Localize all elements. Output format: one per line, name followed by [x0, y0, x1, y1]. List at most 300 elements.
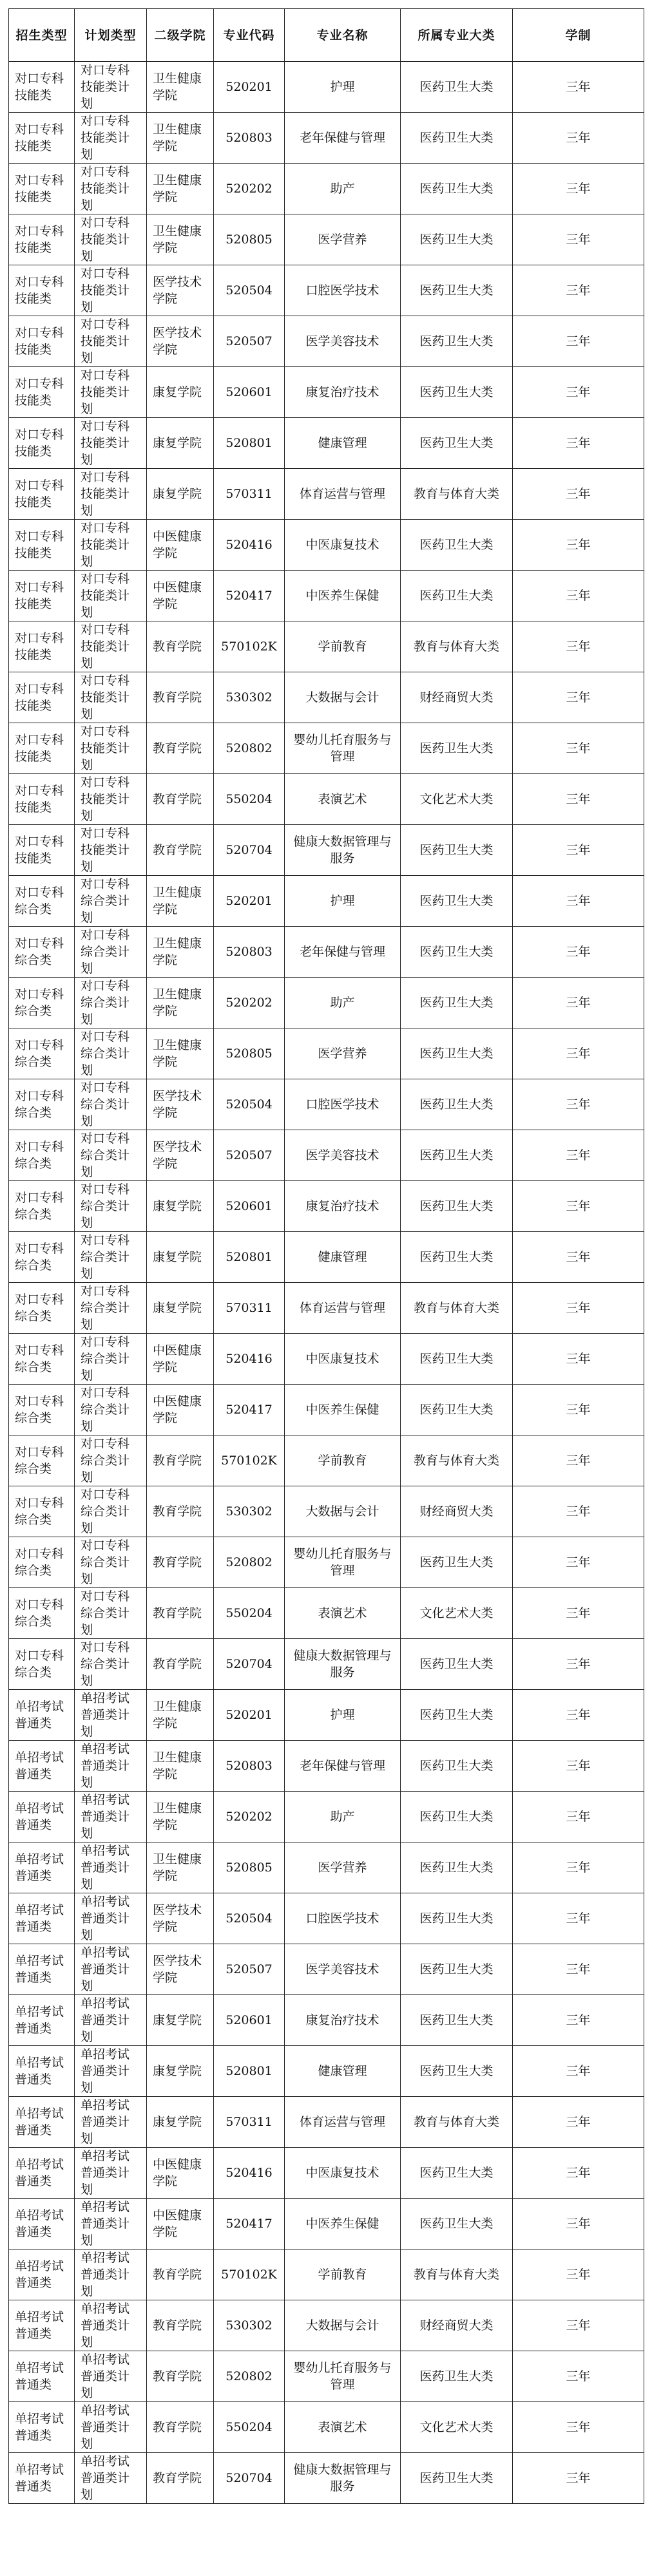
major-name-cell: 医学营养	[285, 214, 401, 265]
table-row	[9, 1792, 644, 1842]
table-row	[9, 2046, 644, 2097]
duration-cell: 三年	[513, 1130, 644, 1181]
major-category-cell: 财经商贸大类	[401, 672, 513, 723]
duration-cell: 三年	[513, 316, 644, 367]
duration-cell: 三年	[513, 1334, 644, 1385]
table-row	[9, 113, 644, 164]
major-category-cell: 医药卫生大类	[401, 723, 513, 774]
major-code-cell: 570102K	[214, 2249, 285, 2300]
major-name-cell: 医学营养	[285, 1028, 401, 1079]
duration-cell: 三年	[513, 2148, 644, 2199]
college-cell: 教育学院	[147, 1588, 214, 1639]
major-name-cell: 婴幼儿托育服务与管理	[285, 2351, 401, 2402]
college-cell: 卫生健康学院	[147, 1028, 214, 1079]
major-code-cell: 520417	[214, 571, 285, 621]
duration-cell: 三年	[513, 1588, 644, 1639]
major-name-cell: 体育运营与管理	[285, 469, 401, 520]
major-code-cell: 570311	[214, 469, 285, 520]
duration-cell: 三年	[513, 1639, 644, 1690]
duration-cell: 三年	[513, 113, 644, 164]
college-cell: 卫生健康学院	[147, 62, 214, 113]
major-code-cell: 520805	[214, 1842, 285, 1893]
admission-type-cell: 对口专科综合类	[9, 1435, 75, 1486]
plan-type-cell: 对口专科综合类计划	[75, 876, 147, 927]
duration-cell: 三年	[513, 520, 644, 571]
table-row	[9, 1741, 644, 1792]
major-code-cell: 520704	[214, 825, 285, 876]
admission-type-cell: 单招考试普通类	[9, 2453, 75, 2504]
college-cell: 卫生健康学院	[147, 876, 214, 927]
major-name-cell: 助产	[285, 1792, 401, 1842]
admission-type-cell: 对口专科综合类	[9, 1537, 75, 1588]
major-name-cell: 助产	[285, 978, 401, 1028]
plan-type-cell: 对口专科综合类计划	[75, 978, 147, 1028]
admission-type-cell: 单招考试普通类	[9, 1741, 75, 1792]
admission-type-cell: 单招考试普通类	[9, 2402, 75, 2453]
duration-cell: 三年	[513, 927, 644, 978]
plan-type-cell: 对口专科技能类计划	[75, 672, 147, 723]
admission-type-cell: 对口专科技能类	[9, 113, 75, 164]
major-name-cell: 老年保健与管理	[285, 927, 401, 978]
major-name-cell: 大数据与会计	[285, 2300, 401, 2351]
major-code-cell: 520801	[214, 418, 285, 469]
major-category-cell: 医药卫生大类	[401, 876, 513, 927]
admission-type-cell: 单招考试普通类	[9, 2046, 75, 2097]
table-body	[9, 62, 644, 2504]
table-row	[9, 571, 644, 621]
major-code-cell: 520202	[214, 1792, 285, 1842]
major-code-cell: 570102K	[214, 621, 285, 672]
major-category-cell: 医药卫生大类	[401, 367, 513, 418]
duration-cell: 三年	[513, 1283, 644, 1334]
major-name-cell: 助产	[285, 164, 401, 214]
major-name-cell: 健康管理	[285, 1232, 401, 1283]
duration-cell: 三年	[513, 2453, 644, 2504]
college-cell: 医学技术学院	[147, 265, 214, 316]
table-row	[9, 2453, 644, 2504]
major-code-cell: 520801	[214, 2046, 285, 2097]
table-row	[9, 2249, 644, 2300]
plan-type-cell: 对口专科技能类计划	[75, 164, 147, 214]
major-name-cell: 老年保健与管理	[285, 113, 401, 164]
table-row	[9, 1639, 644, 1690]
plan-type-cell: 单招考试普通类计划	[75, 1792, 147, 1842]
admission-type-cell: 对口专科技能类	[9, 469, 75, 520]
major-name-cell: 学前教育	[285, 621, 401, 672]
table-row	[9, 214, 644, 265]
major-name-cell: 学前教育	[285, 1435, 401, 1486]
major-name-cell: 医学营养	[285, 1842, 401, 1893]
table-row	[9, 1385, 644, 1435]
major-category-cell: 文化艺术大类	[401, 774, 513, 825]
table-row	[9, 469, 644, 520]
major-code-cell: 570102K	[214, 1435, 285, 1486]
plan-type-cell: 单招考试普通类计划	[75, 1690, 147, 1741]
plan-type-cell: 单招考试普通类计划	[75, 2351, 147, 2402]
duration-cell: 三年	[513, 2199, 644, 2249]
plan-type-cell: 单招考试普通类计划	[75, 2046, 147, 2097]
major-code-cell: 520704	[214, 1639, 285, 1690]
major-name-cell: 中医康复技术	[285, 520, 401, 571]
plan-type-cell: 对口专科技能类计划	[75, 825, 147, 876]
major-category-cell: 教育与体育大类	[401, 469, 513, 520]
plan-type-cell: 对口专科综合类计划	[75, 1639, 147, 1690]
major-code-cell: 520803	[214, 113, 285, 164]
duration-cell: 三年	[513, 2249, 644, 2300]
table-row	[9, 1486, 644, 1537]
duration-cell: 三年	[513, 2046, 644, 2097]
major-name-cell: 中医养生保健	[285, 2199, 401, 2249]
header-college: 二级学院	[147, 9, 214, 62]
major-category-cell: 医药卫生大类	[401, 1385, 513, 1435]
major-category-cell: 医药卫生大类	[401, 1741, 513, 1792]
table-row	[9, 2199, 644, 2249]
major-code-cell: 520201	[214, 1690, 285, 1741]
plan-type-cell: 单招考试普通类计划	[75, 1995, 147, 2046]
college-cell: 教育学院	[147, 2300, 214, 2351]
college-cell: 康复学院	[147, 418, 214, 469]
college-cell: 教育学院	[147, 2351, 214, 2402]
duration-cell: 三年	[513, 1486, 644, 1537]
major-code-cell: 570311	[214, 2097, 285, 2148]
table-row	[9, 2351, 644, 2402]
major-name-cell: 医学美容技术	[285, 316, 401, 367]
admission-type-cell: 对口专科综合类	[9, 1588, 75, 1639]
major-category-cell: 医药卫生大类	[401, 2046, 513, 2097]
plan-type-cell: 对口专科综合类计划	[75, 1385, 147, 1435]
major-category-cell: 医药卫生大类	[401, 1537, 513, 1588]
table-row	[9, 825, 644, 876]
major-name-cell: 健康管理	[285, 418, 401, 469]
admission-type-cell: 对口专科综合类	[9, 978, 75, 1028]
major-code-cell: 520201	[214, 62, 285, 113]
table-row	[9, 1690, 644, 1741]
major-code-cell: 520417	[214, 2199, 285, 2249]
duration-cell: 三年	[513, 1944, 644, 1995]
college-cell: 医学技术学院	[147, 1079, 214, 1130]
plan-type-cell: 对口专科技能类计划	[75, 774, 147, 825]
table-row	[9, 1537, 644, 1588]
major-category-cell: 教育与体育大类	[401, 621, 513, 672]
duration-cell: 三年	[513, 1893, 644, 1944]
major-code-cell: 520601	[214, 1181, 285, 1232]
duration-cell: 三年	[513, 1079, 644, 1130]
college-cell: 中医健康学院	[147, 520, 214, 571]
major-name-cell: 大数据与会计	[285, 1486, 401, 1537]
major-category-cell: 医药卫生大类	[401, 520, 513, 571]
college-cell: 医学技术学院	[147, 316, 214, 367]
major-code-cell: 520416	[214, 2148, 285, 2199]
college-cell: 教育学院	[147, 723, 214, 774]
plan-type-cell: 对口专科技能类计划	[75, 316, 147, 367]
major-category-cell: 医药卫生大类	[401, 2453, 513, 2504]
major-category-cell: 财经商贸大类	[401, 1486, 513, 1537]
duration-cell: 三年	[513, 1690, 644, 1741]
major-code-cell: 520504	[214, 1079, 285, 1130]
college-cell: 教育学院	[147, 2402, 214, 2453]
college-cell: 卫生健康学院	[147, 113, 214, 164]
duration-cell: 三年	[513, 2402, 644, 2453]
major-category-cell: 医药卫生大类	[401, 1944, 513, 1995]
major-name-cell: 表演艺术	[285, 1588, 401, 1639]
duration-cell: 三年	[513, 876, 644, 927]
duration-cell: 三年	[513, 825, 644, 876]
major-name-cell: 中医康复技术	[285, 2148, 401, 2199]
major-code-cell: 520601	[214, 1995, 285, 2046]
table-row	[9, 2097, 644, 2148]
table-row	[9, 1181, 644, 1232]
major-code-cell: 520802	[214, 1537, 285, 1588]
major-category-cell: 医药卫生大类	[401, 1842, 513, 1893]
duration-cell: 三年	[513, 1385, 644, 1435]
admission-type-cell: 单招考试普通类	[9, 2351, 75, 2402]
major-category-cell: 教育与体育大类	[401, 2249, 513, 2300]
admission-type-cell: 对口专科综合类	[9, 927, 75, 978]
admission-type-cell: 对口专科技能类	[9, 520, 75, 571]
duration-cell: 三年	[513, 62, 644, 113]
header-plan-type: 计划类型	[75, 9, 147, 62]
table-row	[9, 164, 644, 214]
admission-type-cell: 对口专科技能类	[9, 265, 75, 316]
college-cell: 康复学院	[147, 2046, 214, 2097]
major-name-cell: 康复治疗技术	[285, 1995, 401, 2046]
major-category-cell: 教育与体育大类	[401, 2097, 513, 2148]
major-code-cell: 520202	[214, 164, 285, 214]
admission-type-cell: 对口专科综合类	[9, 1334, 75, 1385]
major-name-cell: 护理	[285, 1690, 401, 1741]
admission-type-cell: 单招考试普通类	[9, 1842, 75, 1893]
plan-type-cell: 单招考试普通类计划	[75, 1944, 147, 1995]
admission-type-cell: 对口专科综合类	[9, 1079, 75, 1130]
major-category-cell: 医药卫生大类	[401, 113, 513, 164]
plan-type-cell: 对口专科技能类计划	[75, 520, 147, 571]
college-cell: 中医健康学院	[147, 1334, 214, 1385]
plan-type-cell: 对口专科技能类计划	[75, 571, 147, 621]
major-category-cell: 文化艺术大类	[401, 1588, 513, 1639]
major-name-cell: 婴幼儿托育服务与管理	[285, 1537, 401, 1588]
duration-cell: 三年	[513, 469, 644, 520]
college-cell: 卫生健康学院	[147, 1741, 214, 1792]
plan-type-cell: 对口专科综合类计划	[75, 1588, 147, 1639]
major-name-cell: 中医康复技术	[285, 1334, 401, 1385]
duration-cell: 三年	[513, 2351, 644, 2402]
major-code-cell: 520202	[214, 978, 285, 1028]
college-cell: 康复学院	[147, 1181, 214, 1232]
header-major-code: 专业代码	[214, 9, 285, 62]
major-name-cell: 健康大数据管理与服务	[285, 2453, 401, 2504]
table-row	[9, 418, 644, 469]
plan-type-cell: 对口专科技能类计划	[75, 265, 147, 316]
plan-type-cell: 对口专科综合类计划	[75, 1130, 147, 1181]
major-category-cell: 医药卫生大类	[401, 927, 513, 978]
table-row	[9, 1079, 644, 1130]
college-cell: 教育学院	[147, 621, 214, 672]
table-row	[9, 1588, 644, 1639]
admission-type-cell: 对口专科技能类	[9, 621, 75, 672]
major-code-cell: 520805	[214, 1028, 285, 1079]
duration-cell: 三年	[513, 265, 644, 316]
table-row	[9, 2402, 644, 2453]
major-category-cell: 医药卫生大类	[401, 62, 513, 113]
major-category-cell: 医药卫生大类	[401, 1130, 513, 1181]
admission-type-cell: 单招考试普通类	[9, 1944, 75, 1995]
admission-type-cell: 对口专科综合类	[9, 1385, 75, 1435]
major-code-cell: 550204	[214, 2402, 285, 2453]
major-category-cell: 医药卫生大类	[401, 571, 513, 621]
major-name-cell: 中医养生保健	[285, 1385, 401, 1435]
major-category-cell: 教育与体育大类	[401, 1435, 513, 1486]
college-cell: 卫生健康学院	[147, 978, 214, 1028]
admission-type-cell: 单招考试普通类	[9, 1893, 75, 1944]
duration-cell: 三年	[513, 672, 644, 723]
plan-type-cell: 单招考试普通类计划	[75, 2097, 147, 2148]
table-row	[9, 1130, 644, 1181]
major-category-cell: 医药卫生大类	[401, 2148, 513, 2199]
plan-type-cell: 对口专科综合类计划	[75, 1079, 147, 1130]
admission-type-cell: 单招考试普通类	[9, 1792, 75, 1842]
major-code-cell: 520801	[214, 1232, 285, 1283]
major-code-cell: 520803	[214, 1741, 285, 1792]
duration-cell: 三年	[513, 1232, 644, 1283]
header-major-name: 专业名称	[285, 9, 401, 62]
major-name-cell: 健康大数据管理与服务	[285, 825, 401, 876]
major-code-cell: 520802	[214, 2351, 285, 2402]
admission-type-cell: 对口专科综合类	[9, 1639, 75, 1690]
plan-type-cell: 单招考试普通类计划	[75, 2402, 147, 2453]
major-category-cell: 医药卫生大类	[401, 1232, 513, 1283]
duration-cell: 三年	[513, 367, 644, 418]
major-name-cell: 表演艺术	[285, 774, 401, 825]
table-row	[9, 1283, 644, 1334]
major-code-cell: 520802	[214, 723, 285, 774]
plan-type-cell: 对口专科技能类计划	[75, 214, 147, 265]
admission-type-cell: 单招考试普通类	[9, 1690, 75, 1741]
header-row	[9, 9, 644, 62]
college-cell: 教育学院	[147, 2453, 214, 2504]
admission-type-cell: 对口专科技能类	[9, 316, 75, 367]
major-code-cell: 520601	[214, 367, 285, 418]
plan-type-cell: 单招考试普通类计划	[75, 1741, 147, 1792]
plan-type-cell: 对口专科技能类计划	[75, 62, 147, 113]
admission-type-cell: 单招考试普通类	[9, 2249, 75, 2300]
major-name-cell: 健康管理	[285, 2046, 401, 2097]
admission-type-cell: 对口专科技能类	[9, 825, 75, 876]
major-name-cell: 医学美容技术	[285, 1944, 401, 1995]
plan-type-cell: 对口专科综合类计划	[75, 1283, 147, 1334]
duration-cell: 三年	[513, 621, 644, 672]
plan-type-cell: 对口专科综合类计划	[75, 1486, 147, 1537]
header-duration: 学制	[513, 9, 644, 62]
admission-type-cell: 对口专科综合类	[9, 876, 75, 927]
duration-cell: 三年	[513, 214, 644, 265]
major-category-cell: 医药卫生大类	[401, 2199, 513, 2249]
college-cell: 医学技术学院	[147, 1130, 214, 1181]
college-cell: 教育学院	[147, 1435, 214, 1486]
college-cell: 中医健康学院	[147, 571, 214, 621]
major-name-cell: 康复治疗技术	[285, 1181, 401, 1232]
table-row	[9, 876, 644, 927]
plan-type-cell: 单招考试普通类计划	[75, 1842, 147, 1893]
college-cell: 康复学院	[147, 1283, 214, 1334]
college-cell: 中医健康学院	[147, 1385, 214, 1435]
duration-cell: 三年	[513, 1181, 644, 1232]
major-category-cell: 医药卫生大类	[401, 1690, 513, 1741]
major-code-cell: 520201	[214, 876, 285, 927]
college-cell: 医学技术学院	[147, 1893, 214, 1944]
major-code-cell: 520416	[214, 520, 285, 571]
table-row	[9, 2148, 644, 2199]
admission-type-cell: 对口专科技能类	[9, 164, 75, 214]
college-cell: 康复学院	[147, 1995, 214, 2046]
plan-type-cell: 对口专科综合类计划	[75, 1537, 147, 1588]
major-name-cell: 体育运营与管理	[285, 2097, 401, 2148]
table-row	[9, 1842, 644, 1893]
table-row	[9, 1028, 644, 1079]
college-cell: 教育学院	[147, 774, 214, 825]
major-name-cell: 护理	[285, 62, 401, 113]
college-cell: 卫生健康学院	[147, 1792, 214, 1842]
major-code-cell: 550204	[214, 1588, 285, 1639]
major-category-cell: 教育与体育大类	[401, 1283, 513, 1334]
admission-type-cell: 对口专科技能类	[9, 62, 75, 113]
plan-type-cell: 对口专科技能类计划	[75, 621, 147, 672]
major-name-cell: 口腔医学技术	[285, 265, 401, 316]
table-row	[9, 1995, 644, 2046]
plan-type-cell: 对口专科综合类计划	[75, 927, 147, 978]
major-code-cell: 520504	[214, 265, 285, 316]
college-cell: 教育学院	[147, 2249, 214, 2300]
duration-cell: 三年	[513, 774, 644, 825]
admission-type-cell: 对口专科技能类	[9, 723, 75, 774]
major-code-cell: 520803	[214, 927, 285, 978]
admission-type-cell: 对口专科综合类	[9, 1283, 75, 1334]
major-name-cell: 大数据与会计	[285, 672, 401, 723]
table-row	[9, 723, 644, 774]
major-category-cell: 医药卫生大类	[401, 1893, 513, 1944]
major-code-cell: 570311	[214, 1283, 285, 1334]
plan-type-cell: 对口专科技能类计划	[75, 723, 147, 774]
duration-cell: 三年	[513, 1792, 644, 1842]
major-name-cell: 中医养生保健	[285, 571, 401, 621]
duration-cell: 三年	[513, 2097, 644, 2148]
major-code-cell: 520417	[214, 1385, 285, 1435]
major-name-cell: 表演艺术	[285, 2402, 401, 2453]
admission-type-cell: 单招考试普通类	[9, 2097, 75, 2148]
table-row	[9, 774, 644, 825]
major-code-cell: 520507	[214, 1130, 285, 1181]
table-row	[9, 1334, 644, 1385]
admission-type-cell: 对口专科综合类	[9, 1232, 75, 1283]
major-code-cell: 530302	[214, 2300, 285, 2351]
major-code-cell: 530302	[214, 672, 285, 723]
plan-type-cell: 对口专科综合类计划	[75, 1028, 147, 1079]
major-name-cell: 健康大数据管理与服务	[285, 1639, 401, 1690]
college-cell: 卫生健康学院	[147, 927, 214, 978]
duration-cell: 三年	[513, 1537, 644, 1588]
plan-type-cell: 单招考试普通类计划	[75, 2249, 147, 2300]
major-name-cell: 医学美容技术	[285, 1130, 401, 1181]
plan-type-cell: 对口专科综合类计划	[75, 1435, 147, 1486]
college-cell: 教育学院	[147, 1486, 214, 1537]
table-row	[9, 2300, 644, 2351]
major-category-cell: 医药卫生大类	[401, 214, 513, 265]
major-code-cell: 550204	[214, 774, 285, 825]
major-category-cell: 医药卫生大类	[401, 316, 513, 367]
admission-type-cell: 单招考试普通类	[9, 2148, 75, 2199]
major-name-cell: 老年保健与管理	[285, 1741, 401, 1792]
admission-type-cell: 对口专科综合类	[9, 1130, 75, 1181]
duration-cell: 三年	[513, 418, 644, 469]
